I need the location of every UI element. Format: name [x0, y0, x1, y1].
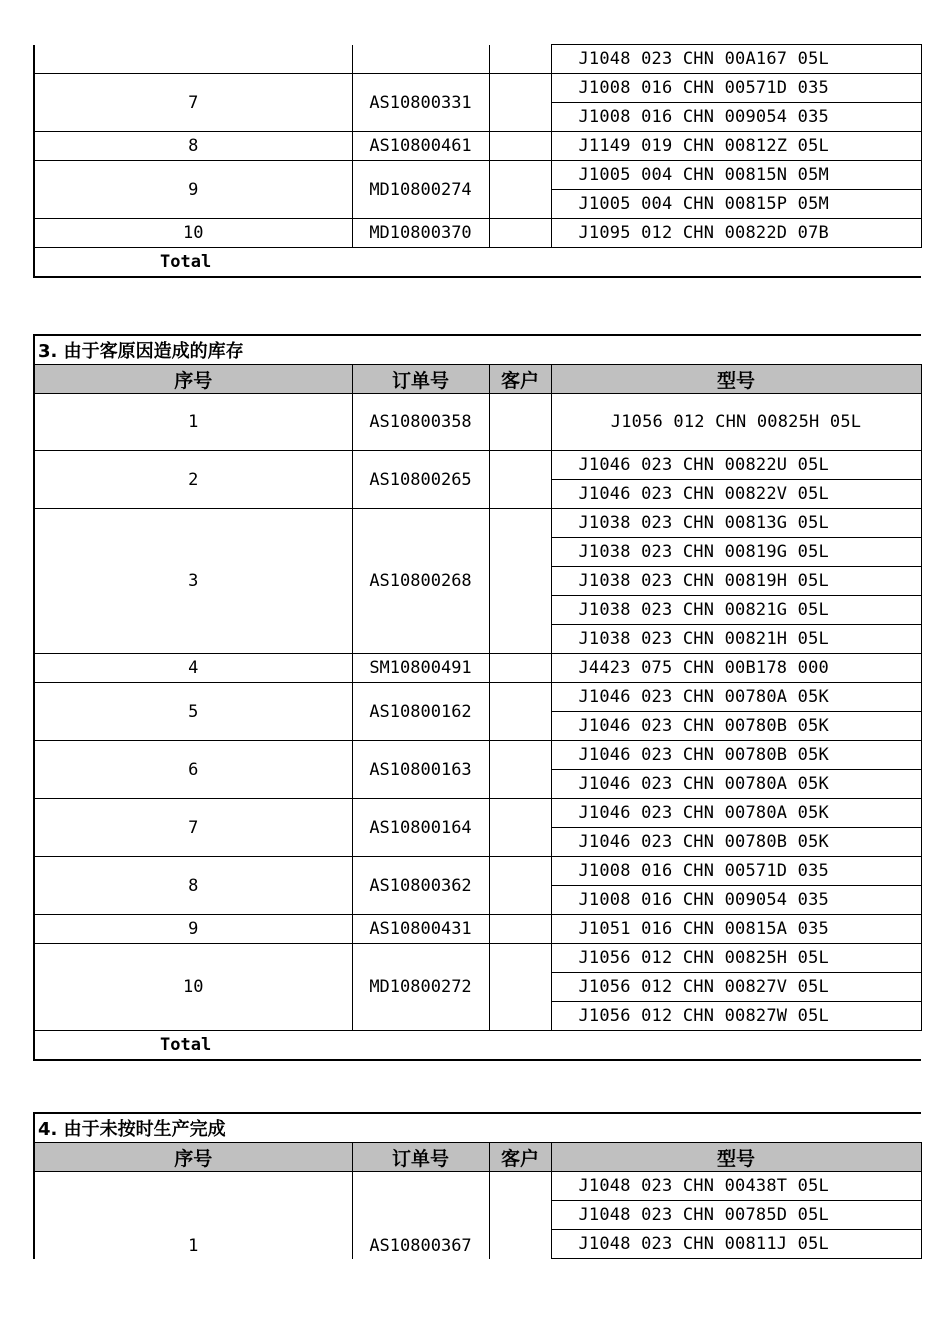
model-cell: J1005 004 CHN 00815N 05M	[551, 161, 921, 190]
customer-cell	[489, 683, 551, 741]
header-row	[34, 1143, 921, 1172]
top-section-table	[33, 44, 922, 278]
order-number-cell: AS10800358	[352, 394, 489, 451]
table-row	[34, 741, 921, 770]
order-number-cell	[352, 45, 489, 74]
section-title-row	[34, 1113, 921, 1143]
row-number-cell: 5	[34, 683, 352, 741]
header-row	[34, 365, 921, 394]
model-cell: J1038 023 CHN 00819G 05L	[551, 538, 921, 567]
row-number-cell: 8	[34, 857, 352, 915]
row-number-cell: 7	[34, 799, 352, 857]
table-row	[34, 857, 921, 886]
model-cell: J1048 023 CHN 00438T 05L	[551, 1172, 921, 1201]
customer-cell	[489, 799, 551, 857]
model-cell: J1046 023 CHN 00780A 05K	[551, 683, 921, 712]
table-row	[34, 799, 921, 828]
model-cell: J1149 019 CHN 00812Z 05L	[551, 132, 921, 161]
model-cell: J1046 023 CHN 00780A 05K	[551, 770, 921, 799]
model-cell: J1046 023 CHN 00780B 05K	[551, 828, 921, 857]
model-cell: J1046 023 CHN 00780B 05K	[551, 712, 921, 741]
model-cell: J1008 016 CHN 00571D 035	[551, 857, 921, 886]
model-cell: J1038 023 CHN 00813G 05L	[551, 509, 921, 538]
order-number-cell: AS10800431	[352, 915, 489, 944]
order-number-cell: AS10800163	[352, 741, 489, 799]
model-cell: J1038 023 CHN 00821H 05L	[551, 625, 921, 654]
column-header-model: 型号	[551, 1143, 921, 1172]
model-cell: J4423 075 CHN 00B178 000	[551, 654, 921, 683]
column-header-no: 序号	[34, 1143, 352, 1172]
model-cell: J1008 016 CHN 009054 035	[551, 103, 921, 132]
row-number-cell: 8	[34, 132, 352, 161]
order-number-cell: AS10800331	[352, 74, 489, 132]
table-row	[34, 451, 921, 480]
model-cell: J1046 023 CHN 00822V 05L	[551, 480, 921, 509]
column-header-order: 订单号	[352, 365, 489, 394]
order-number-cell: AS10800268	[352, 509, 489, 654]
model-cell: J1046 023 CHN 00780B 05K	[551, 741, 921, 770]
row-number-cell	[34, 45, 352, 74]
table-row	[34, 1172, 921, 1201]
order-number-cell: AS10800362	[352, 857, 489, 915]
customer-cell	[489, 132, 551, 161]
customer-cell	[489, 74, 551, 132]
model-cell: J1056 012 CHN 00825H 05L	[551, 394, 921, 451]
model-cell: J1038 023 CHN 00819H 05L	[551, 567, 921, 596]
row-number-cell: 10	[34, 219, 352, 248]
row-number-cell: 9	[34, 161, 352, 219]
table-row	[34, 915, 921, 944]
order-number-cell: AS10800367	[352, 1172, 489, 1259]
total-label: Total	[34, 248, 921, 278]
row-number-cell: 6	[34, 741, 352, 799]
customer-cell	[489, 219, 551, 248]
order-number-cell: AS10800164	[352, 799, 489, 857]
table-row	[34, 219, 921, 248]
table-row	[34, 944, 921, 973]
column-header-customer: 客户	[489, 365, 551, 394]
model-cell: J1048 023 CHN 00785D 05L	[551, 1201, 921, 1230]
total-label: Total	[34, 1031, 921, 1061]
table-row	[34, 161, 921, 190]
customer-cell	[489, 45, 551, 74]
table-row	[34, 394, 921, 451]
customer-cell	[489, 857, 551, 915]
customer-cell	[489, 741, 551, 799]
customer-cell	[489, 509, 551, 654]
order-number-cell: MD10800370	[352, 219, 489, 248]
row-number-cell: 4	[34, 654, 352, 683]
column-header-order: 订单号	[352, 1143, 489, 1172]
column-header-customer: 客户	[489, 1143, 551, 1172]
order-number-cell: MD10800274	[352, 161, 489, 219]
customer-cell	[489, 944, 551, 1031]
section3-title: 3. 由于客原因造成的库存	[34, 335, 921, 365]
customer-cell	[489, 161, 551, 219]
row-number-cell: 10	[34, 944, 352, 1031]
row-number-cell: 7	[34, 74, 352, 132]
model-cell: J1008 016 CHN 009054 035	[551, 886, 921, 915]
customer-cell	[489, 451, 551, 509]
row-number-cell: 1	[34, 394, 352, 451]
order-number-cell: MD10800272	[352, 944, 489, 1031]
model-cell: J1056 012 CHN 00827V 05L	[551, 973, 921, 1002]
table-row	[34, 654, 921, 683]
model-cell: J1038 023 CHN 00821G 05L	[551, 596, 921, 625]
order-number-cell: AS10800265	[352, 451, 489, 509]
section3-table	[33, 334, 922, 1061]
section4-table	[33, 1112, 922, 1259]
row-number-cell: 9	[34, 915, 352, 944]
customer-cell	[489, 915, 551, 944]
table-row	[34, 509, 921, 538]
row-number-cell: 3	[34, 509, 352, 654]
model-cell: J1046 023 CHN 00780A 05K	[551, 799, 921, 828]
model-cell: J1046 023 CHN 00822U 05L	[551, 451, 921, 480]
model-cell: J1095 012 CHN 00822D 07B	[551, 219, 921, 248]
row-number-cell: 1	[34, 1172, 352, 1259]
order-number-cell: AS10800461	[352, 132, 489, 161]
customer-cell	[489, 394, 551, 451]
order-number-cell: AS10800162	[352, 683, 489, 741]
column-header-model: 型号	[551, 365, 921, 394]
table-row	[34, 45, 921, 74]
table-row	[34, 132, 921, 161]
model-cell: J1008 016 CHN 00571D 035	[551, 74, 921, 103]
section4-title: 4. 由于未按时生产完成	[34, 1113, 921, 1143]
model-cell: J1005 004 CHN 00815P 05M	[551, 190, 921, 219]
customer-cell	[489, 654, 551, 683]
model-cell: J1056 012 CHN 00825H 05L	[551, 944, 921, 973]
customer-cell	[489, 1172, 551, 1259]
table-row	[34, 683, 921, 712]
total-row	[34, 248, 921, 278]
column-header-no: 序号	[34, 365, 352, 394]
row-number-cell: 2	[34, 451, 352, 509]
model-cell: J1048 023 CHN 00811J 05L	[551, 1230, 921, 1259]
total-row	[34, 1031, 921, 1061]
section-title-row	[34, 335, 921, 365]
table-row	[34, 74, 921, 103]
model-cell: J1051 016 CHN 00815A 035	[551, 915, 921, 944]
model-cell: J1056 012 CHN 00827W 05L	[551, 1002, 921, 1031]
order-number-cell: SM10800491	[352, 654, 489, 683]
model-cell: J1048 023 CHN 00A167 05L	[551, 45, 921, 74]
